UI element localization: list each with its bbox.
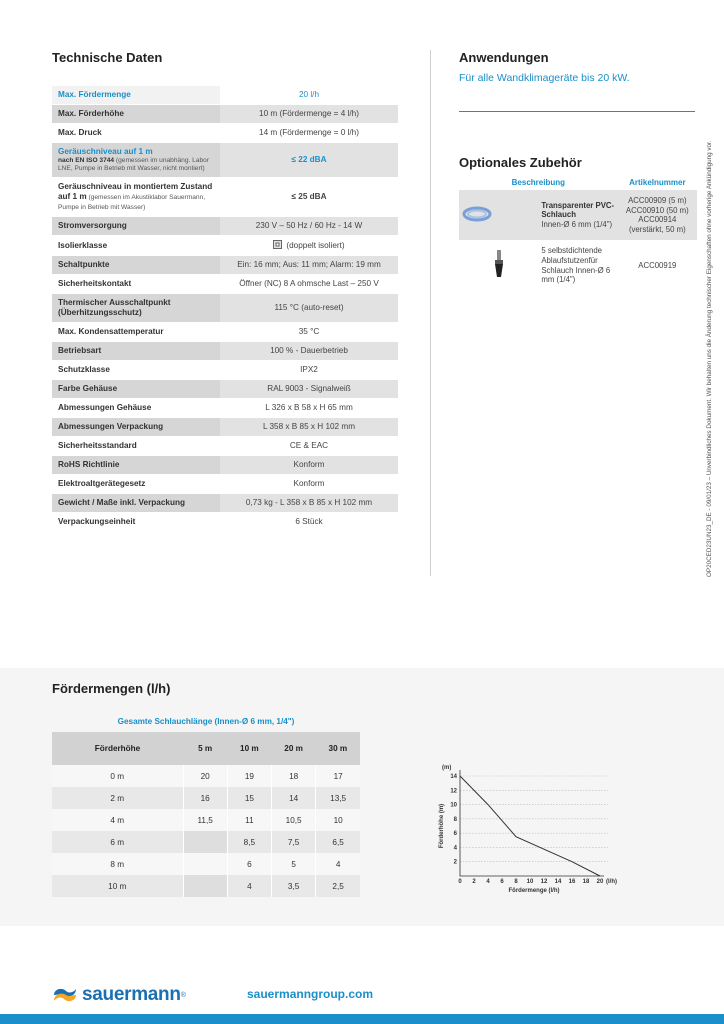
flow-header-cell: 30 m — [316, 732, 360, 765]
flow-cell: 16 — [183, 787, 227, 809]
chart-x-tick: 4 — [486, 879, 490, 885]
tech-key: Betriebsart — [52, 342, 220, 361]
tech-value: 14 m (Fördermenge = 0 l/h) — [220, 124, 398, 143]
flow-cell: 11 — [227, 809, 271, 831]
tech-row — [52, 217, 398, 236]
tech-title: Technische Daten — [52, 50, 163, 65]
tech-row — [52, 105, 398, 124]
accessory-number: ACC00910 (50 m) — [625, 205, 689, 215]
tech-key: Geräuschniveau in montiertem Zustand auf 1 m (gemessen im Akustiklabor Sauermann, Pumpe in Betrieb mit Wasser) — [52, 178, 220, 217]
tech-value: 10 m (Fördermenge = 4 l/h) — [220, 105, 398, 124]
tech-value: 0,73 kg - L 358 x B 85 x H 102 mm — [220, 494, 398, 513]
flow-cell: 18 — [272, 765, 316, 787]
flow-cell: 2,5 — [316, 875, 360, 897]
flow-cell: 10 m — [52, 875, 183, 897]
chart-axes — [460, 770, 604, 876]
tech-key: Max. Förderhöhe — [52, 105, 220, 124]
tech-value: Ein: 16 mm; Aus: 11 mm; Alarm: 19 mm — [220, 256, 398, 275]
accessory-row — [459, 190, 697, 240]
tech-row — [52, 399, 398, 418]
chart-y-tick: 4 — [453, 845, 457, 852]
tech-key: Stromversorgung — [52, 217, 220, 236]
tech-row — [52, 513, 398, 532]
chart-x-tick: 8 — [514, 879, 518, 885]
drain-nozzle-icon — [459, 240, 538, 290]
flow-cell: 6 m — [52, 831, 183, 853]
flow-header-cell: 20 m — [272, 732, 316, 765]
flow-title: Fördermengen (l/h) — [52, 681, 171, 696]
tech-value: CE & EAC — [220, 437, 398, 456]
tech-row — [52, 86, 398, 105]
flow-cell: 6,5 — [316, 831, 360, 853]
flow-cell: 10,5 — [272, 809, 316, 831]
tech-value: 100 % - Dauerbetrieb — [220, 342, 398, 361]
tech-table — [52, 86, 398, 532]
flow-cell: 14 — [272, 787, 316, 809]
accessories-col-num: Artikelnummer — [629, 178, 686, 187]
tech-value: ≤ 25 dBA — [220, 178, 398, 217]
accessory-desc: Innen-Ø 6 mm (1/4") — [541, 219, 613, 229]
side-note-text: OP20CED23UN23_DE - 09/01/23 – Unverbindliches Dokument. Wir behalten uns die Änderung technischer Eigenschaften ohne vorherige Ankündigung vor. — [706, 140, 713, 577]
flow-cell: 7,5 — [272, 831, 316, 853]
tech-key: RoHS Richtlinie — [52, 456, 220, 475]
tech-key: Sicherheitsstandard — [52, 437, 220, 456]
chart-y-tick: 10 — [450, 802, 457, 809]
flow-row — [52, 875, 360, 897]
tube-coil-icon — [459, 190, 538, 240]
chart-x-tick: 14 — [554, 879, 562, 885]
tech-row — [52, 475, 398, 494]
website-link[interactable]: sauermanngroup.com — [247, 987, 374, 1001]
flow-cell: 8,5 — [227, 831, 271, 853]
flow-cell: 11,5 — [183, 809, 227, 831]
chart-x-tick: 20 — [596, 879, 604, 885]
flow-cell: 6 — [227, 853, 271, 875]
flow-header-cell: 10 m — [227, 732, 271, 765]
chart-y-tick: 2 — [453, 859, 457, 866]
flow-row — [52, 765, 360, 787]
tech-key: Sicherheitskontakt — [52, 275, 220, 294]
chart-series-line — [460, 776, 600, 876]
tech-row — [52, 456, 398, 475]
flow-cell: 19 — [227, 765, 271, 787]
accessory-desc-bold: Transparenter PVC-Schlauch — [541, 200, 615, 220]
flow-cell: 17 — [316, 765, 360, 787]
column-divider — [430, 50, 431, 576]
applications-text: Für alle Wandklimageräte bis 20 kW. — [459, 72, 630, 84]
accessory-desc: 5 selbstdichtende Ablaufstutzenfür Schlauch Innen-Ø 6 mm (1/4") — [541, 246, 611, 285]
tech-value: Öffner (NC) 8 A ohmsche Last – 250 V — [220, 275, 398, 294]
flow-cell: 15 — [227, 787, 271, 809]
flow-caption: Gesamte Schlauchlänge (Innen-Ø 6 mm, 1/4") — [117, 717, 295, 726]
tech-value: (doppelt isoliert) — [220, 236, 398, 256]
flow-cell: 5 — [272, 853, 316, 875]
flow-cell — [183, 831, 227, 853]
chart-x-tick: 12 — [540, 879, 548, 885]
flow-chart — [430, 758, 630, 898]
tech-row — [52, 323, 398, 342]
tech-value: Konform — [220, 475, 398, 494]
tech-key: Max. Druck — [52, 124, 220, 143]
brand-name: sauermann — [82, 984, 181, 1005]
chart-y-tick: 12 — [450, 788, 457, 795]
tech-row — [52, 275, 398, 294]
applications-rule — [459, 111, 695, 112]
flow-cell: 4 — [227, 875, 271, 897]
chart-y-unit: (m) — [442, 765, 452, 771]
tech-row — [52, 256, 398, 275]
tech-key: Abmessungen Verpackung — [52, 418, 220, 437]
tech-key: Farbe Gehäuse — [52, 380, 220, 399]
flow-row — [52, 809, 360, 831]
tech-value: L 358 x B 85 x H 102 mm — [220, 418, 398, 437]
tech-value: 20 l/h — [220, 86, 398, 105]
tech-row — [52, 418, 398, 437]
tech-value: ≤ 22 dBA — [220, 143, 398, 178]
chart-x-tick: 16 — [568, 879, 576, 885]
tech-row — [52, 236, 398, 256]
tech-key: Verpackungseinheit — [52, 513, 220, 532]
chart-x-tick: 6 — [500, 879, 504, 885]
chart-x-tick: 0 — [458, 879, 462, 885]
accessory-number: ACC00909 (5 m) — [628, 196, 687, 205]
tech-row — [52, 294, 398, 323]
tech-row — [52, 361, 398, 380]
chart-y-label: Förderhöhe (m) — [439, 803, 445, 849]
tech-row — [52, 437, 398, 456]
accessories-col-desc: Beschreibung — [511, 178, 565, 187]
flow-cell: 8 m — [52, 853, 183, 875]
chart-y-tick: 8 — [453, 816, 457, 823]
flow-cell: 3,5 — [272, 875, 316, 897]
chart-y-tick: 14 — [450, 774, 457, 780]
brand-logo — [52, 984, 186, 1006]
tech-row — [52, 178, 398, 217]
chart-x-unit: (l/h) — [606, 879, 617, 885]
tech-key: Thermischer Ausschaltpunkt (Überhitzungsschutz) — [52, 294, 220, 323]
tech-value: 6 Stück — [220, 513, 398, 532]
flow-header-cell: Förderhöhe — [52, 732, 183, 765]
accessory-number: ACC00914 (verstärkt, 50 m) — [628, 215, 686, 234]
side-note — [706, 80, 720, 580]
double-insulation-icon — [273, 240, 282, 249]
tech-value: 230 V – 50 Hz / 60 Hz - 14 W — [220, 217, 398, 236]
tech-row — [52, 494, 398, 513]
tech-key: Schutzklasse — [52, 361, 220, 380]
flow-cell: 10 — [316, 809, 360, 831]
tech-key: Max. Kondensattemperatur — [52, 323, 220, 342]
flow-cell: 4 — [316, 853, 360, 875]
flow-row — [52, 853, 360, 875]
tech-key: Geräuschniveau auf 1 m nach EN ISO 3744 (gemessen im unabhäng. Labor LNE, Pumpe in Betrieb mit Wasser, nicht montiert) — [52, 143, 220, 178]
flow-cell: 0 m — [52, 765, 183, 787]
applications-title: Anwendungen — [459, 50, 549, 65]
tech-key: Gewicht / Maße inkl. Verpackung — [52, 494, 220, 513]
brand-reg: ® — [180, 991, 186, 999]
chart-x-tick: 10 — [526, 879, 534, 885]
chart-x-tick: 2 — [472, 879, 476, 885]
accessory-number: ACC00919 — [638, 260, 677, 270]
tech-value: 115 °C (auto-reset) — [220, 294, 398, 323]
tech-key: Max. Fördermenge — [52, 86, 220, 105]
tech-key: Isolierklasse — [52, 236, 220, 256]
flow-header-cell: 5 m — [183, 732, 227, 765]
tech-value: L 326 x B 58 x H 65 mm — [220, 399, 398, 418]
accessories-title: Optionales Zubehör — [459, 155, 582, 170]
flow-cell: 4 m — [52, 809, 183, 831]
flow-cell: 2 m — [52, 787, 183, 809]
tech-key: Abmessungen Gehäuse — [52, 399, 220, 418]
chart-y-tick: 6 — [453, 831, 457, 838]
flow-cell — [183, 853, 227, 875]
tech-row — [52, 342, 398, 361]
tech-value: Konform — [220, 456, 398, 475]
brand-swirl-icon — [52, 986, 78, 1004]
tech-row — [52, 143, 398, 178]
flow-cell: 13,5 — [316, 787, 360, 809]
flow-cell — [183, 875, 227, 897]
tech-value: RAL 9003 - Signalweiß — [220, 380, 398, 399]
flow-table — [52, 732, 360, 897]
chart-x-label: Fördermenge (l/h) — [508, 888, 560, 894]
tech-value: IPX2 — [220, 361, 398, 380]
tech-row — [52, 124, 398, 143]
chart-x-tick: 18 — [582, 879, 590, 885]
footer-bar — [0, 1014, 724, 1024]
flow-cell: 20 — [183, 765, 227, 787]
tech-key: Schaltpunkte — [52, 256, 220, 275]
accessories-table — [459, 175, 697, 291]
tech-key: Elektroaltgerätegesetz — [52, 475, 220, 494]
tech-value: 35 °C — [220, 323, 398, 342]
tech-row — [52, 380, 398, 399]
accessory-row — [459, 240, 697, 290]
flow-row — [52, 831, 360, 853]
flow-row — [52, 787, 360, 809]
